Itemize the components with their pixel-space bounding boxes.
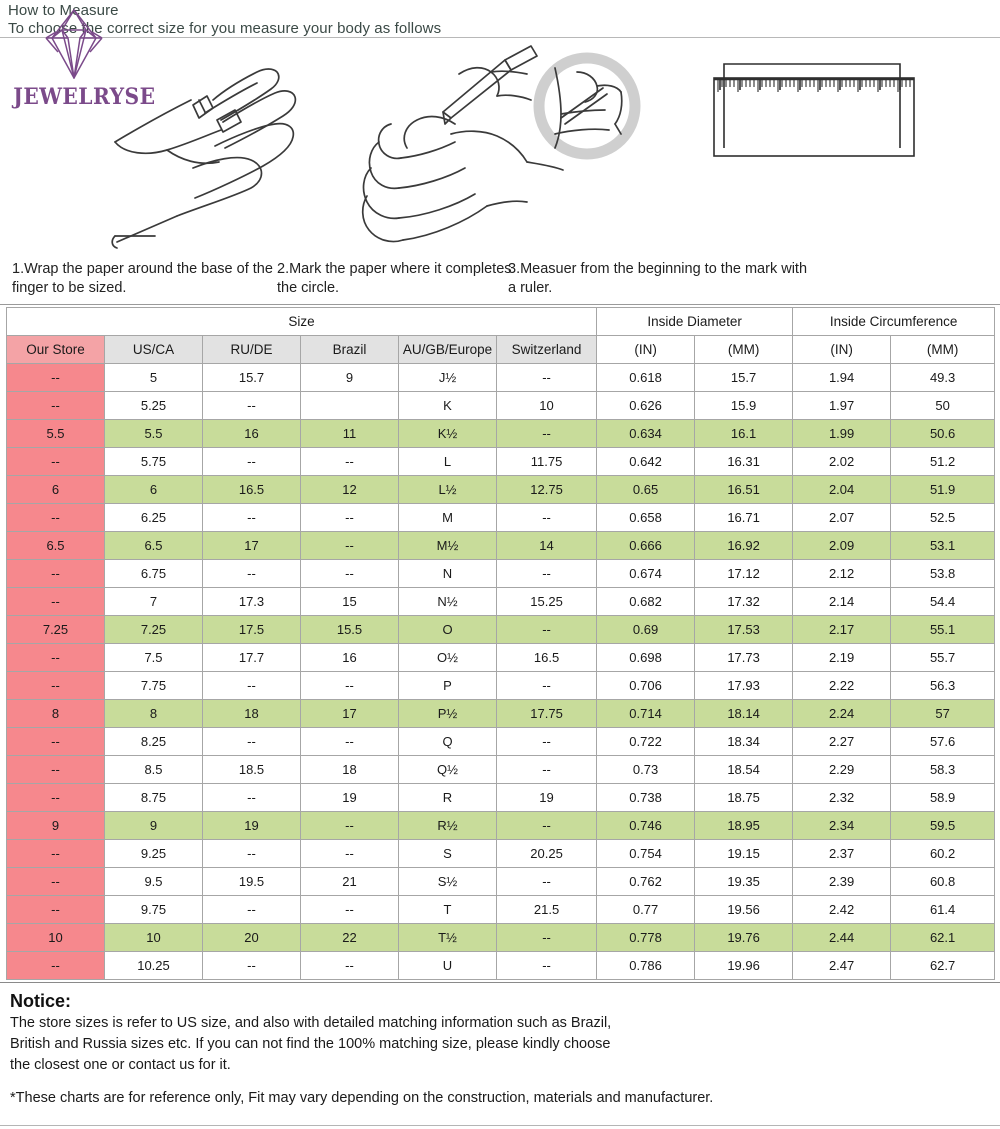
table-cell: 1.94 [793, 364, 891, 392]
table-cell: 16.1 [695, 420, 793, 448]
table-cell: 16.5 [203, 476, 301, 504]
table-cell: 2.32 [793, 784, 891, 812]
table-cell: 21.5 [497, 896, 597, 924]
table-cell: 2.22 [793, 672, 891, 700]
column-header-our-store: Our Store [7, 336, 105, 364]
table-cell: R [399, 784, 497, 812]
table-cell: M½ [399, 532, 497, 560]
table-cell: 6.75 [105, 560, 203, 588]
table-cell: -- [301, 672, 399, 700]
table-cell: 19 [497, 784, 597, 812]
table-cell: -- [301, 728, 399, 756]
cell-our-store: -- [7, 756, 105, 784]
table-cell: J½ [399, 364, 497, 392]
table-cell: L [399, 448, 497, 476]
table-cell: 16 [203, 420, 301, 448]
table-row [7, 616, 995, 644]
table-cell: -- [497, 812, 597, 840]
group-header-inside-diameter: Inside Diameter [597, 308, 793, 336]
table-cell: K½ [399, 420, 497, 448]
table-cell: 7.25 [105, 616, 203, 644]
table-cell: 18.75 [695, 784, 793, 812]
page-subtitle: To choose the correct size for you measure your body as follows [8, 20, 442, 37]
table-cell: 0.634 [597, 420, 695, 448]
table-cell: 49.3 [891, 364, 995, 392]
cell-our-store: -- [7, 952, 105, 980]
notice-title: Notice: [10, 991, 72, 1011]
table-cell: 16 [301, 644, 399, 672]
table-row [7, 532, 995, 560]
table-cell: -- [497, 728, 597, 756]
table-row [7, 504, 995, 532]
table-cell: T [399, 896, 497, 924]
page-title: How to Measure [8, 2, 119, 19]
table-cell: 18 [301, 756, 399, 784]
table-cell: 58.3 [891, 756, 995, 784]
table-cell: -- [301, 840, 399, 868]
cell-our-store: 6 [7, 476, 105, 504]
table-row [7, 364, 995, 392]
table-cell: 18.95 [695, 812, 793, 840]
table-cell: M [399, 504, 497, 532]
table-cell: O [399, 616, 497, 644]
table-cell: 14 [497, 532, 597, 560]
table-cell: -- [203, 448, 301, 476]
table-cell: 9.25 [105, 840, 203, 868]
table-cell: -- [203, 392, 301, 420]
table-cell: O½ [399, 644, 497, 672]
table-cell: 51.9 [891, 476, 995, 504]
table-cell: 5 [105, 364, 203, 392]
table-row [7, 644, 995, 672]
table-cell: 15.7 [203, 364, 301, 392]
table-cell: 5.5 [105, 420, 203, 448]
cell-our-store: -- [7, 504, 105, 532]
table-cell: 0.738 [597, 784, 695, 812]
table-cell: 18.54 [695, 756, 793, 784]
table-cell: P½ [399, 700, 497, 728]
table-cell: -- [497, 504, 597, 532]
measure-steps [0, 260, 1000, 305]
table-cell: 2.24 [793, 700, 891, 728]
bottom-divider [0, 1125, 1000, 1126]
table-cell: 11 [301, 420, 399, 448]
group-header-row [7, 308, 995, 336]
table-cell: 17.73 [695, 644, 793, 672]
cell-our-store: -- [7, 896, 105, 924]
table-cell: 18.5 [203, 756, 301, 784]
notice-footnote: *These charts are for reference only, Fit may vary depending on the construction, materials and manufacturer. [10, 1090, 714, 1106]
table-cell: 21 [301, 868, 399, 896]
table-cell: -- [203, 728, 301, 756]
brand-name: JEWELRYSE [13, 84, 156, 110]
table-cell: 1.99 [793, 420, 891, 448]
table-row [7, 896, 995, 924]
table-cell: 17.3 [203, 588, 301, 616]
table-cell: 19.76 [695, 924, 793, 952]
table-cell: 10.25 [105, 952, 203, 980]
table-cell: S½ [399, 868, 497, 896]
table-cell: 19 [301, 784, 399, 812]
table-cell: 51.2 [891, 448, 995, 476]
table-cell: Q [399, 728, 497, 756]
table-cell: 16.31 [695, 448, 793, 476]
table-cell: 2.12 [793, 560, 891, 588]
table-cell: 0.698 [597, 644, 695, 672]
table-cell: 54.4 [891, 588, 995, 616]
table-cell: -- [203, 560, 301, 588]
table-cell: 58.9 [891, 784, 995, 812]
table-cell: 50.6 [891, 420, 995, 448]
table-cell: 55.1 [891, 616, 995, 644]
table-row [7, 840, 995, 868]
table-cell: 17.93 [695, 672, 793, 700]
table-cell: 17 [203, 532, 301, 560]
table-cell: 16.71 [695, 504, 793, 532]
table-cell: 6 [105, 476, 203, 504]
table-cell: 2.04 [793, 476, 891, 504]
table-cell: 15 [301, 588, 399, 616]
table-cell: 0.778 [597, 924, 695, 952]
table-cell: 17.7 [203, 644, 301, 672]
group-header-inside-circumference: Inside Circumference [793, 308, 995, 336]
table-cell: -- [301, 532, 399, 560]
cell-our-store: 10 [7, 924, 105, 952]
table-cell: 1.97 [793, 392, 891, 420]
table-cell: 0.658 [597, 504, 695, 532]
table-cell: 2.37 [793, 840, 891, 868]
table-cell: N [399, 560, 497, 588]
table-cell: 16.92 [695, 532, 793, 560]
table-cell: 9 [105, 812, 203, 840]
table-head [7, 308, 995, 364]
table-cell: 50 [891, 392, 995, 420]
table-row [7, 588, 995, 616]
table-cell: 60.8 [891, 868, 995, 896]
table-cell: 0.786 [597, 952, 695, 980]
table-cell: 17.53 [695, 616, 793, 644]
table-cell: 0.626 [597, 392, 695, 420]
table-cell: -- [497, 756, 597, 784]
table-row [7, 672, 995, 700]
table-cell: 2.09 [793, 532, 891, 560]
table-cell: 18.14 [695, 700, 793, 728]
table-cell: 7.5 [105, 644, 203, 672]
table-cell: 19.56 [695, 896, 793, 924]
table-cell: -- [497, 672, 597, 700]
table-row [7, 784, 995, 812]
column-header-circumference-mm: (MM) [891, 336, 995, 364]
table-cell: 0.69 [597, 616, 695, 644]
table-cell: -- [301, 952, 399, 980]
cell-our-store: -- [7, 840, 105, 868]
table-cell: 8.5 [105, 756, 203, 784]
table-cell: 6.5 [105, 532, 203, 560]
table-cell: -- [301, 504, 399, 532]
table-cell: 19.5 [203, 868, 301, 896]
table-cell: 2.44 [793, 924, 891, 952]
table-cell: 2.47 [793, 952, 891, 980]
cell-our-store: 9 [7, 812, 105, 840]
table-row [7, 420, 995, 448]
table-cell: 2.39 [793, 868, 891, 896]
ring-size-table [6, 307, 995, 980]
table-cell: 0.618 [597, 364, 695, 392]
table-cell: L½ [399, 476, 497, 504]
table-cell: 62.1 [891, 924, 995, 952]
table-cell: 0.714 [597, 700, 695, 728]
table-cell: 0.65 [597, 476, 695, 504]
cell-our-store: -- [7, 364, 105, 392]
cell-our-store: -- [7, 392, 105, 420]
table-cell: -- [497, 560, 597, 588]
table-cell: 0.706 [597, 672, 695, 700]
table-cell [301, 392, 399, 420]
table-cell: 52.5 [891, 504, 995, 532]
table-cell: 15.25 [497, 588, 597, 616]
column-header-circumference-in: (IN) [793, 336, 891, 364]
table-cell: 0.722 [597, 728, 695, 756]
illustration-row [0, 38, 1000, 260]
table-cell: S [399, 840, 497, 868]
magnifier-circle-icon [539, 58, 635, 154]
table-cell: 15.5 [301, 616, 399, 644]
cell-our-store: -- [7, 784, 105, 812]
table-cell: -- [203, 672, 301, 700]
table-cell: 17.75 [497, 700, 597, 728]
table-row [7, 868, 995, 896]
cell-our-store: -- [7, 728, 105, 756]
table-cell: 0.73 [597, 756, 695, 784]
table-cell: P [399, 672, 497, 700]
table-cell: 12.75 [497, 476, 597, 504]
table-row [7, 700, 995, 728]
table-body [7, 364, 995, 980]
table-cell: 17.5 [203, 616, 301, 644]
table-cell: 0.77 [597, 896, 695, 924]
table-cell: 2.29 [793, 756, 891, 784]
table-cell: 16.5 [497, 644, 597, 672]
table-row [7, 560, 995, 588]
page-header [0, 0, 1000, 38]
hand-with-paper-strip-illustration [95, 38, 345, 253]
table-cell: 19 [203, 812, 301, 840]
table-cell: 2.34 [793, 812, 891, 840]
group-header-size: Size [7, 308, 597, 336]
table-cell: N½ [399, 588, 497, 616]
table-cell: 8.75 [105, 784, 203, 812]
table-cell: 6.25 [105, 504, 203, 532]
table-cell: 62.7 [891, 952, 995, 980]
step-2: 2.Mark the paper where it completes the circle. [277, 261, 512, 296]
table-cell: 18 [203, 700, 301, 728]
cell-our-store: 7.25 [7, 616, 105, 644]
column-header-brazil: Brazil [301, 336, 399, 364]
table-cell: -- [497, 952, 597, 980]
table-cell: 0.754 [597, 840, 695, 868]
table-row [7, 924, 995, 952]
table-cell: 0.746 [597, 812, 695, 840]
table-cell: 15.9 [695, 392, 793, 420]
table-cell: K [399, 392, 497, 420]
table-cell: R½ [399, 812, 497, 840]
table-cell: 2.27 [793, 728, 891, 756]
table-cell: 0.642 [597, 448, 695, 476]
table-cell: 2.07 [793, 504, 891, 532]
column-header-switzerland: Switzerland [497, 336, 597, 364]
table-cell: -- [301, 896, 399, 924]
table-cell: 8 [105, 700, 203, 728]
table-cell: 19.96 [695, 952, 793, 980]
cell-our-store: -- [7, 868, 105, 896]
cell-our-store: -- [7, 560, 105, 588]
table-cell: 53.8 [891, 560, 995, 588]
cell-our-store: -- [7, 644, 105, 672]
table-cell: -- [203, 784, 301, 812]
table-cell: -- [301, 448, 399, 476]
column-header-au-gb-europe: AU/GB/Europe [399, 336, 497, 364]
table-cell: 18.34 [695, 728, 793, 756]
table-cell: 9 [301, 364, 399, 392]
table-cell: -- [203, 896, 301, 924]
table-cell: 0.762 [597, 868, 695, 896]
table-cell: -- [301, 560, 399, 588]
table-cell: 19.15 [695, 840, 793, 868]
table-cell: 5.75 [105, 448, 203, 476]
column-header-diameter-mm: (MM) [695, 336, 793, 364]
table-cell: -- [497, 924, 597, 952]
table-cell: 20 [203, 924, 301, 952]
table-cell: -- [497, 616, 597, 644]
notice-spacer [10, 1076, 1000, 1088]
table-row [7, 728, 995, 756]
table-cell: Q½ [399, 756, 497, 784]
table-cell: 20.25 [497, 840, 597, 868]
table-cell: 17.12 [695, 560, 793, 588]
column-header-ru-de: RU/DE [203, 336, 301, 364]
table-cell: 0.666 [597, 532, 695, 560]
column-header-us-ca: US/CA [105, 336, 203, 364]
table-cell: U [399, 952, 497, 980]
table-cell: 8.25 [105, 728, 203, 756]
table-cell: 60.2 [891, 840, 995, 868]
notice-line-2: British and Russia sizes etc. If you can not find the 100% matching size, please kindly choose [10, 1036, 611, 1052]
table-row [7, 812, 995, 840]
cell-our-store: 6.5 [7, 532, 105, 560]
table-cell: -- [497, 868, 597, 896]
size-chart-container [0, 305, 1000, 980]
table-cell: 19.35 [695, 868, 793, 896]
table-cell: 59.5 [891, 812, 995, 840]
table-cell: 22 [301, 924, 399, 952]
table-cell: -- [497, 364, 597, 392]
table-cell: 57 [891, 700, 995, 728]
table-cell: 53.1 [891, 532, 995, 560]
table-cell: 56.3 [891, 672, 995, 700]
table-cell: 12 [301, 476, 399, 504]
column-header-diameter-in: (IN) [597, 336, 695, 364]
notice-line-1: The store sizes is refer to US size, and also with detailed matching information such as Brazil, [10, 1015, 612, 1031]
table-cell: 5.25 [105, 392, 203, 420]
table-cell: 55.7 [891, 644, 995, 672]
notice-line-3: the closest one or contact us for it. [10, 1057, 231, 1073]
table-cell: 0.674 [597, 560, 695, 588]
table-cell: -- [203, 952, 301, 980]
table-cell: 16.51 [695, 476, 793, 504]
hand-marking-paper-with-pencil-illustration [355, 38, 655, 248]
step-1: 1.Wrap the paper around the base of the finger to be sized. [12, 261, 273, 296]
table-cell: 9.5 [105, 868, 203, 896]
cell-our-store: 8 [7, 700, 105, 728]
table-cell: 61.4 [891, 896, 995, 924]
table-cell: -- [301, 812, 399, 840]
table-cell: 7.75 [105, 672, 203, 700]
table-cell: 10 [497, 392, 597, 420]
column-header-row [7, 336, 995, 364]
ruler-measuring-paper-illustration [700, 46, 930, 166]
table-cell: 10 [105, 924, 203, 952]
table-cell: T½ [399, 924, 497, 952]
step-3: 3.Measuer from the beginning to the mark with a ruler. [508, 261, 808, 296]
cell-our-store: -- [7, 672, 105, 700]
table-cell: 17.32 [695, 588, 793, 616]
table-cell: 2.02 [793, 448, 891, 476]
table-cell: 57.6 [891, 728, 995, 756]
table-row [7, 392, 995, 420]
table-cell: 2.14 [793, 588, 891, 616]
table-cell: 15.7 [695, 364, 793, 392]
table-cell: 9.75 [105, 896, 203, 924]
table-cell: 7 [105, 588, 203, 616]
table-cell: 0.682 [597, 588, 695, 616]
table-cell: 2.42 [793, 896, 891, 924]
table-row [7, 756, 995, 784]
table-cell: 2.19 [793, 644, 891, 672]
table-cell: 2.17 [793, 616, 891, 644]
table-row [7, 448, 995, 476]
cell-our-store: -- [7, 588, 105, 616]
notice-section [0, 982, 1000, 1109]
table-cell: 11.75 [497, 448, 597, 476]
table-cell: -- [497, 420, 597, 448]
table-cell: 17 [301, 700, 399, 728]
table-cell: -- [203, 504, 301, 532]
table-row [7, 952, 995, 980]
cell-our-store: -- [7, 448, 105, 476]
table-row [7, 476, 995, 504]
cell-our-store: 5.5 [7, 420, 105, 448]
table-cell: -- [203, 840, 301, 868]
